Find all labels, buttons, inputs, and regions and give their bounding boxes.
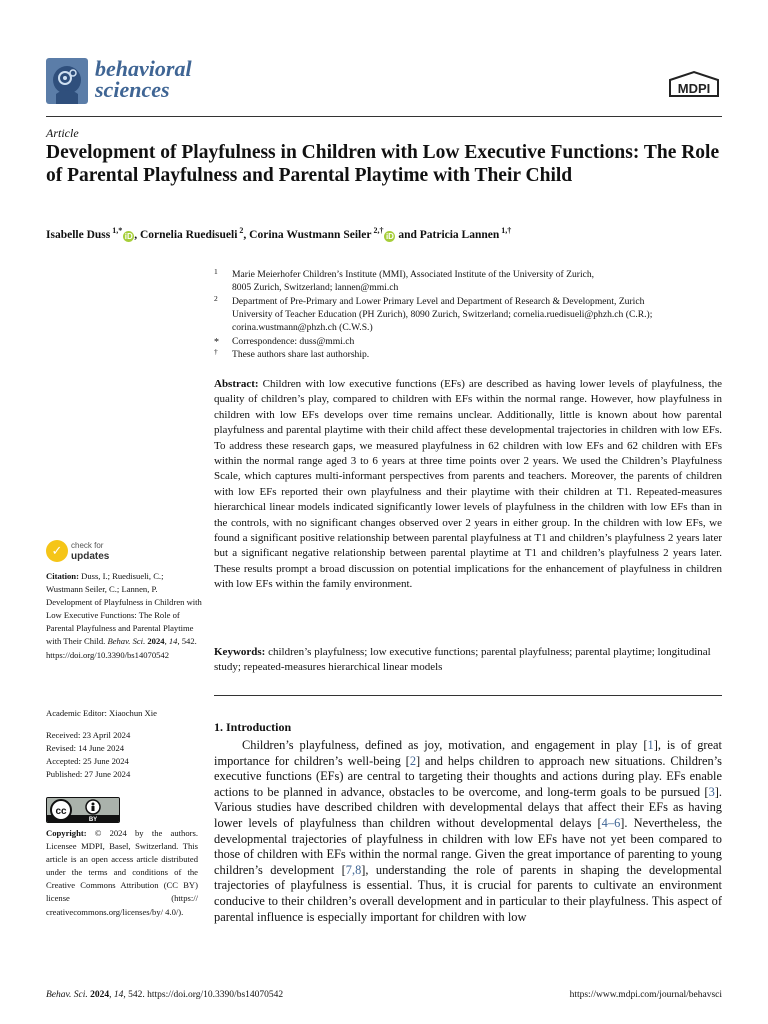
author-name: Corina Wustmann Seiler	[249, 228, 372, 241]
check-icon: ✓	[46, 540, 68, 562]
author-list	[46, 226, 722, 242]
reference-link[interactable]: 7,8	[345, 862, 362, 877]
article-title: Development of Playfulness in Children with Low Executive Functions: The Role of Parental Playfulness and Parental Playtime with Their Child	[46, 142, 720, 186]
footer-doi-link[interactable]: , 542. https://doi.org/10.3390/bs14070542	[123, 990, 284, 1000]
introduction-text: Children’s playfulness, defined as joy, motivation, and engagement in play [	[242, 738, 648, 752]
header-divider	[46, 116, 722, 117]
affiliation-2	[214, 295, 724, 335]
author-separator: and	[395, 228, 420, 241]
reference-link[interactable]: 3	[708, 784, 715, 799]
citation-journal: Behav. Sci.	[107, 636, 146, 647]
updates-line1: check for	[71, 541, 104, 550]
author-name: Isabelle Duss	[46, 228, 111, 241]
date-revised: Revised: 14 June 2024	[46, 743, 125, 754]
author-affiliation-mark: 1,†	[499, 226, 512, 235]
author-affiliation-mark: 2,†	[371, 226, 384, 235]
section-heading-introduction: 1. Introduction	[214, 720, 292, 734]
keywords-text: children’s playfulness; low executive functions; parental playfulness; parental playtime; longitudinal study; repeated-measures hierarchical linear models	[214, 646, 711, 674]
citation: Citation: Duss, I.; Ruedisueli, C.; Wustmann Seiler, C.; Lannen, P. Development of Playfulness in Children with Low Executive Functions: The Role of Parental Playfulness and Parental Playtime with Their Child. Behav. Sci. 2024, 14, 542. https://doi.org/10.3390/bs14070542	[46, 571, 202, 660]
reference-link[interactable]: 2	[409, 753, 417, 768]
footer-journal-url[interactable]: https://www.mdpi.com/journal/behavsci	[569, 990, 722, 1000]
affiliation-line: corina.wustmann@phzh.ch (C.W.S.)	[232, 322, 373, 333]
copyright-notice	[46, 827, 198, 919]
affiliation-line: 8005 Zurich, Switzerland; lannen@mmi.ch	[232, 282, 399, 293]
correspondence	[214, 335, 724, 348]
cc-by-license-icon[interactable]	[46, 797, 120, 823]
affiliation-mark: *	[214, 337, 219, 348]
academic-editor: Academic Editor: Xiaochun Xie	[46, 708, 157, 718]
copyright-text: © 2024 by the authors. Licensee MDPI, Basel, Switzerland. This article is an open access article distributed under the terms and conditions of the Creative Commons Attribution (CC BY) license (https:// creativecommons.org/licenses/by/ 4.0/).	[46, 828, 198, 917]
introduction-text: ], is of great importance for children’s well-being [	[214, 738, 722, 768]
reference-link[interactable]: 4–6	[601, 815, 621, 830]
footer-journal: Behav. Sci.	[46, 990, 88, 1000]
citation-label: Citation:	[46, 571, 79, 581]
introduction-paragraph	[214, 738, 722, 925]
copyright-label: Copyright:	[46, 828, 87, 838]
cc-label: cc	[55, 806, 67, 817]
orcid-icon[interactable]: iD	[385, 231, 394, 241]
section-divider	[214, 695, 722, 696]
author-separator: ,	[243, 228, 250, 241]
orcid-icon[interactable]: iD	[124, 231, 133, 241]
abstract-label: Abstract:	[214, 378, 259, 390]
updates-line2: updates	[71, 551, 110, 562]
introduction-text: ] and helps children to approach new situations. Children’s executive functions (EFs) are central to targeting their thoughts and actions during play. EFs enable actions to be planned in advance, obstacles to be overcome, and long-term goals to be pursued [	[214, 753, 722, 799]
introduction-text: ]. Various studies have described children with developmental delays that affect their EFs as having lower levels of playfulness than children without developmental delays [	[214, 784, 722, 830]
citation-text: Duss, I.; Ruedisueli, C.; Wustmann Seiler, C.; Lannen, P. Development of Playfulness in Children with Low Executive Functions: The Role of Parental Playfulness and Parental Playtime with Their Child.	[46, 571, 202, 647]
journal-name-line1: behavioral	[95, 56, 192, 81]
equal-contribution-note	[214, 348, 724, 361]
citation-doi-link[interactable]: 542. https://doi.org/10.3390/bs14070542	[46, 636, 197, 660]
citation-year: 2024	[147, 636, 165, 647]
affiliation-mark: 1	[214, 267, 218, 276]
date-accepted: Accepted: 25 June 2024	[46, 756, 129, 767]
introduction-text: ]. Nevertheless, the developmental trajectories of playfulness in children with low EFs have not yet been compared to those of children with EFs within the normal range. Given the great importance of parenting to young children’s development [	[214, 815, 723, 877]
equal-contribution-text: These authors share last authorship.	[232, 349, 370, 360]
affiliation-1	[214, 268, 724, 296]
keywords-label: Keywords:	[214, 646, 266, 658]
author-separator: ,	[134, 228, 140, 241]
date-received: Received: 23 April 2024	[46, 730, 131, 740]
journal-logo-icon	[46, 58, 88, 104]
mdpi-logo[interactable]	[666, 70, 722, 100]
check-for-updates-button[interactable]	[46, 540, 166, 564]
footer-citation: Behav. Sci. 2024, 14, 542. https://doi.org/10.3390/bs14070542	[46, 990, 284, 1000]
keywords	[214, 645, 722, 676]
affiliation-mark: †	[214, 347, 218, 356]
abstract-text: Children with low executive functions (EFs) are described as having lower levels of playfulness, the quality of children’s play, compared to children with EFs within the normal range. However, how playfulness in children with low EFs develops over time remains unclear. Additionally, little is known about how parental playfulness and parental playtime with their child affect these developmental trajectories in children with low EFs. To address these research gaps, we measured playfulness in 62 children with low EFs and 62 children with EFs within the normal range aged 3 to 6 years at three time points over 2 years. We used the Children’s Playfulness Scale, which captures multi-informant perspectives from parents and teachers. Moreover, the parents of children with low EFs reported their own playfulness and their playtime with their children at T1. Repeated-measures hierarchical linear models indicated significantly lower levels of playfulness in the children with low EFs than in the controls, with no significant changes observed over 2 years in either group. In the children with low EFs, we found a significant positive relationship between parental playfulness at T1 and children’s playfulness 2 years later but a significant negative relationship between parental playtime at T1 and children’s playfulness 2 years later. These results prompt a broad discussion on potential implications for the enhancement of playfulness in children with low EFs within the family environment.	[214, 378, 722, 591]
citation-volume: 14	[168, 636, 178, 647]
date-published: Published: 27 June 2024	[46, 769, 131, 780]
author-name: Cornelia Ruedisueli	[139, 228, 238, 241]
author-name: Patricia Lannen	[419, 228, 500, 241]
author-affiliation-mark: 1,*	[110, 226, 123, 235]
footer-year: 2024	[90, 990, 110, 1000]
abstract	[214, 377, 722, 593]
author-affiliation-mark: 2	[237, 226, 244, 235]
article-type: Article	[46, 126, 79, 140]
correspondence-text: Correspondence: duss@mmi.ch	[232, 336, 355, 347]
cc-by-label: BY	[88, 817, 98, 822]
footer-volume: 14	[113, 990, 124, 1000]
affiliation-line: Marie Meierhofer Children’s Institute (MMI), Associated Institute of the University of Zurich,	[232, 269, 595, 280]
reference-link[interactable]: 1	[647, 738, 654, 752]
journal-name[interactable]	[95, 58, 192, 100]
introduction-text: ], understanding the role of parents in shaping the developmental trajectories of playfulness is essential. Thus, it is crucial for parents to cultivate an environment conducive to their children’s overall development and in particular to their playfulness. This aspect of parental influence is especially important for children with low	[214, 862, 722, 924]
affiliation-line: University of Teacher Education (PH Zurich), 8090 Zurich, Switzerland; cornelia.ruedisueli@phzh.ch (C.R.);	[232, 309, 653, 320]
publication-dates	[46, 729, 202, 781]
affiliation-line: Department of Pre-Primary and Lower Primary Level and Department of Research & Development, Zurich	[232, 296, 645, 307]
journal-name-line2: sciences	[95, 77, 170, 102]
publisher-name: MDPI	[677, 81, 711, 96]
affiliation-mark: 2	[214, 294, 218, 303]
